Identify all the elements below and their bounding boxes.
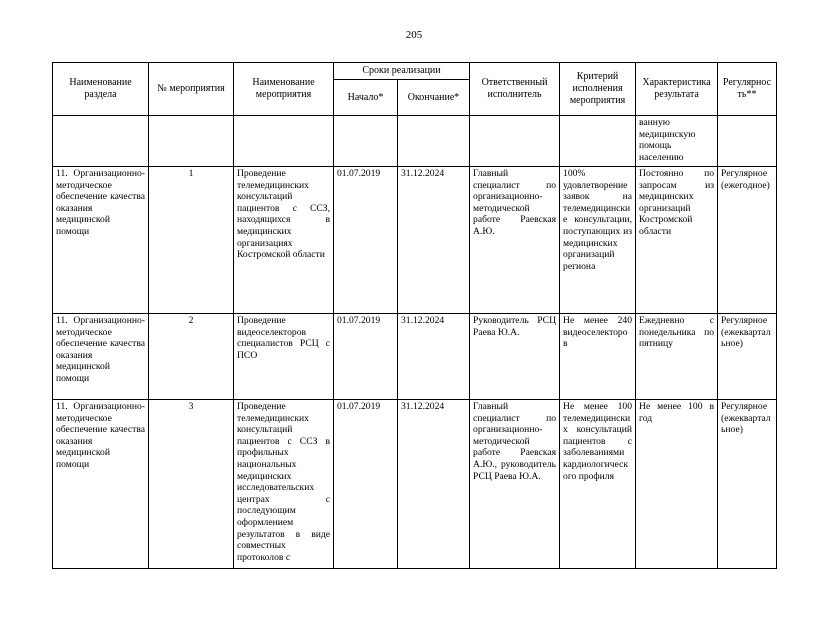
cell-empty — [234, 116, 334, 167]
cell-responsible: Главный специалист по организационно-методической работе Раевская А.Ю. — [470, 167, 560, 314]
cell-result: ванную медицинскую помощь населению — [636, 116, 718, 167]
table-row — [53, 400, 777, 569]
cell-start: 01.07.2019 — [334, 400, 398, 569]
cell-criterion: Не менее 240 видеоселекторов — [560, 314, 636, 400]
cell-start: 01.07.2019 — [334, 167, 398, 314]
table-row-continuation — [53, 116, 777, 167]
cell-section: 11. Организационно-методическое обеспечение качества оказания медицинской помощи — [53, 400, 149, 569]
table-row — [53, 314, 777, 400]
cell-empty — [398, 116, 470, 167]
cell-end: 31.12.2024 — [398, 314, 470, 400]
table-header-row — [53, 63, 777, 80]
cell-result: Не менее 100 в год — [636, 400, 718, 569]
cell-start: 01.07.2019 — [334, 314, 398, 400]
cell-empty — [470, 116, 560, 167]
cell-section: 11. Организационно-методическое обеспечение качества оказания медицинской помощи — [53, 314, 149, 400]
header-section: Наименование раздела — [53, 63, 149, 116]
header-end: Окончание* — [398, 80, 470, 116]
header-result: Характеристика результата — [636, 63, 718, 116]
cell-result: Ежедневно с понедельника по пятницу — [636, 314, 718, 400]
cell-responsible: Главный специалист по организационно-методической работе Раевская А.Ю., руководитель РСЦ Раева Ю.А. — [470, 400, 560, 569]
cell-regularity: Регулярное (ежеквартальное) — [718, 400, 777, 569]
cell-criterion: 100% удовлетворение заявок на телемедицинские консультации, поступающих из медицинских организаций региона — [560, 167, 636, 314]
cell-empty — [334, 116, 398, 167]
cell-criterion: Не менее 100 телемедицинских консультаций пациентов с заболеваниями кардиологического профиля — [560, 400, 636, 569]
cell-number: 3 — [149, 400, 234, 569]
cell-responsible: Руководитель РСЦ Раева Ю.А. — [470, 314, 560, 400]
cell-empty — [149, 116, 234, 167]
cell-end: 31.12.2024 — [398, 167, 470, 314]
cell-number: 1 — [149, 167, 234, 314]
page-number: 205 — [405, 29, 423, 41]
cell-end: 31.12.2024 — [398, 400, 470, 569]
cell-empty — [718, 116, 777, 167]
action-plan-table — [52, 62, 777, 569]
cell-section: 11. Организационно-методическое обеспечение качества оказания медицинской помощи — [53, 167, 149, 314]
cell-event: Проведение телемедицинских консультаций пациентов с ССЗ, находящихся в медицинских организациях Костромской области — [234, 167, 334, 314]
header-responsible: Ответственный исполнитель — [470, 63, 560, 116]
cell-regularity: Регулярное (ежегодное) — [718, 167, 777, 314]
cell-empty — [53, 116, 149, 167]
table-row — [53, 167, 777, 314]
cell-number: 2 — [149, 314, 234, 400]
header-regularity: Регулярность** — [718, 63, 777, 116]
cell-event: Проведение телемедицинских консультаций пациентов с ССЗ в профильных национальных медицинских исследовательских центрах с последующим оформлением результатов в виде совместных протоколов с — [234, 400, 334, 569]
cell-regularity: Регулярное (ежеквартальное) — [718, 314, 777, 400]
cell-event: Проведение видеоселекторов специалистов РСЦ с ПСО — [234, 314, 334, 400]
cell-result: Постоянно по запросам из медицинских организаций Костромской области — [636, 167, 718, 314]
cell-empty — [560, 116, 636, 167]
header-number: № мероприятия — [149, 63, 234, 116]
header-start: Начало* — [334, 80, 398, 116]
header-event: Наименование мероприятия — [234, 63, 334, 116]
header-criterion: Критерий исполнения мероприятия — [560, 63, 636, 116]
header-deadlines: Сроки реализации — [334, 63, 470, 80]
